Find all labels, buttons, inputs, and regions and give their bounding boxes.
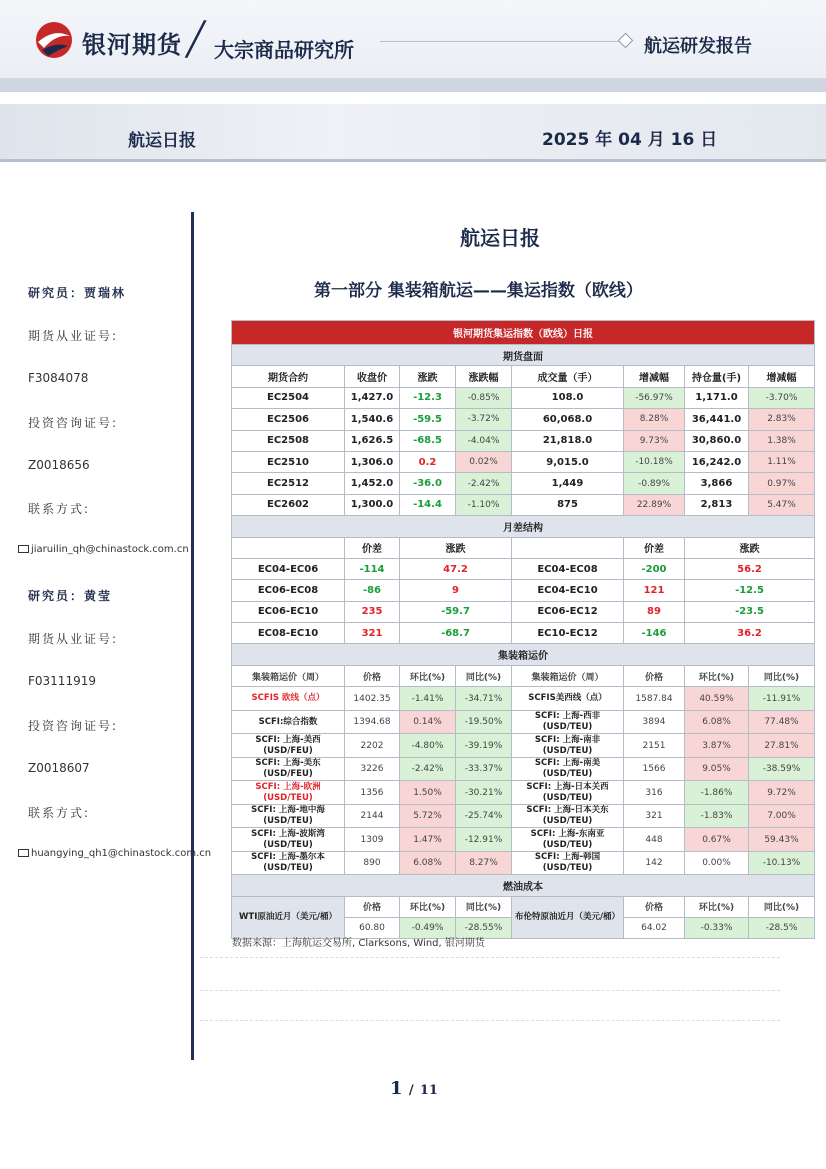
page-total: 11 bbox=[419, 1083, 438, 1098]
table-row bbox=[232, 875, 815, 896]
contact-label: 联系方式: bbox=[28, 502, 91, 516]
section-header: 燃油成本 bbox=[232, 875, 815, 896]
table-cell: 价差 bbox=[345, 537, 400, 558]
table-cell: 448 bbox=[624, 828, 685, 852]
table-cell: 1,626.5 bbox=[345, 430, 400, 451]
table-cell: 0.67% bbox=[685, 828, 749, 852]
table-cell: 价格 bbox=[624, 896, 685, 917]
table-cell: 16,242.0 bbox=[685, 451, 749, 472]
consult-number: Z0018656 bbox=[28, 458, 90, 472]
table-cell: 1,300.0 bbox=[345, 494, 400, 515]
table-cell: 0.00% bbox=[685, 851, 749, 875]
diamond-icon bbox=[618, 33, 634, 49]
table-cell: SCFI: 上海-地中海 (USD/TEU) bbox=[232, 804, 345, 828]
table-cell: 1,452.0 bbox=[345, 473, 400, 494]
table-cell: SCFI: 上海-美东 (USD/FEU) bbox=[232, 757, 345, 781]
table-cell: -28.55% bbox=[456, 918, 512, 939]
table-cell: -0.89% bbox=[624, 473, 685, 494]
table-cell bbox=[512, 537, 624, 558]
table-cell: 47.2 bbox=[400, 558, 512, 579]
page-title: 航运日报 bbox=[460, 226, 540, 250]
table-cell: 321 bbox=[345, 623, 400, 644]
table-row bbox=[232, 321, 815, 345]
table-cell: 0.2 bbox=[400, 451, 456, 472]
table-cell: -59.7 bbox=[400, 601, 512, 622]
table-cell: SCFI: 上海-墨尔本 (USD/TEU) bbox=[232, 851, 345, 875]
table-cell: 涨跌 bbox=[400, 537, 512, 558]
section-title: 第一部分 集装箱航运——集运指数（欧线） bbox=[314, 281, 643, 301]
table-cell: -56.97% bbox=[624, 387, 685, 408]
table-row bbox=[232, 537, 815, 558]
table-cell: -34.71% bbox=[456, 687, 512, 711]
table-cell: -12.5 bbox=[685, 580, 815, 601]
header-rule bbox=[380, 41, 620, 42]
table-cell: -0.49% bbox=[400, 918, 456, 939]
consult-number-2: Z0018607 bbox=[28, 761, 90, 775]
table-cell: 1402.35 bbox=[345, 687, 400, 711]
table-cell: 36.2 bbox=[685, 623, 815, 644]
table-cell: 1587.84 bbox=[624, 687, 685, 711]
table-cell: SCFIS美西线（点） bbox=[512, 687, 624, 711]
column-header: 收盘价 bbox=[345, 366, 400, 387]
table-cell: 1356 bbox=[345, 781, 400, 805]
table-cell: SCFI: 上海-东南亚 (USD/TEU) bbox=[512, 828, 624, 852]
table-cell: 21,818.0 bbox=[512, 430, 624, 451]
license-number-2: F03111919 bbox=[28, 674, 96, 688]
table-cell: 22.89% bbox=[624, 494, 685, 515]
column-header: 集装箱运价（周） bbox=[232, 665, 345, 686]
table-cell: -1.86% bbox=[685, 781, 749, 805]
column-header: 集装箱运价（周） bbox=[512, 665, 624, 686]
column-header: 涨跌 bbox=[400, 366, 456, 387]
dashed-rule bbox=[200, 990, 780, 991]
table-cell: -68.7 bbox=[400, 623, 512, 644]
column-header: 成交量（手） bbox=[512, 366, 624, 387]
table-row bbox=[232, 387, 815, 408]
table-cell: -59.5 bbox=[400, 409, 456, 430]
table-cell: SCFI: 上海-日本关西 (USD/TEU) bbox=[512, 781, 624, 805]
table-cell: -30.21% bbox=[456, 781, 512, 805]
table-row bbox=[232, 366, 815, 387]
table-cell: -28.5% bbox=[749, 918, 815, 939]
table-cell: 89 bbox=[624, 601, 685, 622]
table-cell: -2.42% bbox=[400, 757, 456, 781]
table-cell: 121 bbox=[624, 580, 685, 601]
table-cell: -1.10% bbox=[456, 494, 512, 515]
table-cell: 7.00% bbox=[749, 804, 815, 828]
table-cell: -114 bbox=[345, 558, 400, 579]
data-source: 数据来源：上海航运交易所, Clarksons, Wind, 银河期货 bbox=[232, 938, 485, 949]
table-row bbox=[232, 804, 815, 828]
table-cell: 1394.68 bbox=[345, 710, 400, 734]
table-cell: 2.83% bbox=[749, 409, 815, 430]
report-series: 航运研发报告 bbox=[644, 36, 752, 57]
table-cell: -25.74% bbox=[456, 804, 512, 828]
table-row bbox=[232, 623, 815, 644]
fuel-label: 布伦特原油近月（美元/桶） bbox=[512, 896, 624, 939]
dashed-rule bbox=[200, 1020, 780, 1021]
column-header: 涨跌幅 bbox=[456, 366, 512, 387]
section-header: 集装箱运价 bbox=[232, 644, 815, 665]
section-header: 期货盘面 bbox=[232, 345, 815, 366]
table-row bbox=[232, 409, 815, 430]
table-cell: 0.02% bbox=[456, 451, 512, 472]
table-cell: 59.43% bbox=[749, 828, 815, 852]
report-name: 航运日报 bbox=[128, 131, 196, 151]
table-cell: EC04-EC10 bbox=[512, 580, 624, 601]
license-label-2: 期货从业证号: bbox=[28, 632, 119, 646]
table-title: 银河期货集运指数（欧线）日报 bbox=[232, 321, 815, 345]
table-cell: 9.72% bbox=[749, 781, 815, 805]
table-cell: 30,860.0 bbox=[685, 430, 749, 451]
header-band bbox=[0, 0, 826, 92]
table-cell: 9.73% bbox=[624, 430, 685, 451]
table-cell: 1,306.0 bbox=[345, 451, 400, 472]
table-cell: 875 bbox=[512, 494, 624, 515]
mail-icon bbox=[18, 545, 29, 553]
institute-name: 大宗商品研究所 bbox=[214, 38, 354, 62]
table-row bbox=[232, 430, 815, 451]
table-cell: -4.04% bbox=[456, 430, 512, 451]
page-current: 1 bbox=[390, 1078, 403, 1099]
table-row bbox=[232, 734, 815, 758]
column-header: 增减幅 bbox=[749, 366, 815, 387]
table-cell: 价格 bbox=[345, 896, 400, 917]
column-header: 持仓量(手) bbox=[685, 366, 749, 387]
table-row bbox=[232, 580, 815, 601]
table-cell: 5.72% bbox=[400, 804, 456, 828]
report-bar bbox=[0, 104, 826, 162]
table-cell: -23.5 bbox=[685, 601, 815, 622]
table-cell: SCFI: 上海-南非 (USD/TEU) bbox=[512, 734, 624, 758]
consult-label: 投资咨询证号: bbox=[28, 416, 119, 430]
table-cell: 108.0 bbox=[512, 387, 624, 408]
table-cell: EC2504 bbox=[232, 387, 345, 408]
column-header: 同比(%) bbox=[456, 665, 512, 686]
table-cell: 同比(%) bbox=[456, 896, 512, 917]
table-cell: -4.80% bbox=[400, 734, 456, 758]
header-stripe bbox=[0, 78, 826, 92]
table-row bbox=[232, 665, 815, 686]
table-cell: 3,866 bbox=[685, 473, 749, 494]
table-cell: EC04-EC06 bbox=[232, 558, 345, 579]
table-cell: -0.33% bbox=[685, 918, 749, 939]
table-row bbox=[232, 781, 815, 805]
table-cell: -10.13% bbox=[749, 851, 815, 875]
table-cell: EC2508 bbox=[232, 430, 345, 451]
table-cell: 6.08% bbox=[685, 710, 749, 734]
table-row bbox=[232, 851, 815, 875]
table-row bbox=[232, 451, 815, 472]
column-header: 同比(%) bbox=[749, 665, 815, 686]
table-cell: 60,068.0 bbox=[512, 409, 624, 430]
column-header: 期货合约 bbox=[232, 366, 345, 387]
table-cell: 60.80 bbox=[345, 918, 400, 939]
table-cell: -12.3 bbox=[400, 387, 456, 408]
table-row bbox=[232, 687, 815, 711]
license-label: 期货从业证号: bbox=[28, 329, 119, 343]
table-cell: -200 bbox=[624, 558, 685, 579]
table-cell: -38.59% bbox=[749, 757, 815, 781]
table-cell: -3.72% bbox=[456, 409, 512, 430]
table-cell: EC2506 bbox=[232, 409, 345, 430]
contact-label-2: 联系方式: bbox=[28, 806, 91, 820]
table-cell: SCFI: 上海-美西 (USD/FEU) bbox=[232, 734, 345, 758]
table-cell: 1,540.6 bbox=[345, 409, 400, 430]
table-cell: -0.85% bbox=[456, 387, 512, 408]
container-index-table bbox=[231, 320, 815, 939]
table-cell: 3894 bbox=[624, 710, 685, 734]
table-cell: 235 bbox=[345, 601, 400, 622]
email-line bbox=[18, 544, 189, 555]
table-cell: -146 bbox=[624, 623, 685, 644]
table-cell: 0.14% bbox=[400, 710, 456, 734]
mail-icon bbox=[18, 849, 29, 857]
table-row bbox=[232, 345, 815, 366]
sidebar-divider bbox=[191, 212, 194, 1060]
table-cell: 9.05% bbox=[685, 757, 749, 781]
brand-name: 银河期货 bbox=[82, 31, 182, 59]
table-row bbox=[232, 558, 815, 579]
table-cell: 1,449 bbox=[512, 473, 624, 494]
report-date: 2025 年 04 月 16 日 bbox=[542, 130, 718, 150]
analyst-name: 研究员：贾瑞林 bbox=[28, 286, 127, 300]
table-cell: -12.91% bbox=[456, 828, 512, 852]
fuel-label: WTI原油近月（美元/桶） bbox=[232, 896, 345, 939]
table-cell: SCFI:综合指数 bbox=[232, 710, 345, 734]
table-cell: -33.37% bbox=[456, 757, 512, 781]
table-cell: -36.0 bbox=[400, 473, 456, 494]
table-row bbox=[232, 601, 815, 622]
table-row bbox=[232, 644, 815, 665]
table-cell: -39.19% bbox=[456, 734, 512, 758]
license-number: F3084078 bbox=[28, 371, 89, 385]
table-cell: SCFI: 上海-韩国 (USD/TEU) bbox=[512, 851, 624, 875]
table-cell: EC10-EC12 bbox=[512, 623, 624, 644]
table-cell: 8.27% bbox=[456, 851, 512, 875]
table-cell: 8.28% bbox=[624, 409, 685, 430]
table-cell: 77.48% bbox=[749, 710, 815, 734]
table-cell: EC06-EC12 bbox=[512, 601, 624, 622]
table-cell: 2,813 bbox=[685, 494, 749, 515]
table-cell: EC2602 bbox=[232, 494, 345, 515]
table-cell: EC2510 bbox=[232, 451, 345, 472]
table-cell: EC06-EC10 bbox=[232, 601, 345, 622]
table-cell: 3226 bbox=[345, 757, 400, 781]
table-cell: 36,441.0 bbox=[685, 409, 749, 430]
table-cell: 0.97% bbox=[749, 473, 815, 494]
table-cell: -68.5 bbox=[400, 430, 456, 451]
table-cell: -1.83% bbox=[685, 804, 749, 828]
table-cell: SCFI: 上海-南美 (USD/TEU) bbox=[512, 757, 624, 781]
email-line-2 bbox=[18, 848, 211, 859]
table-cell bbox=[232, 537, 345, 558]
table-cell: 5.47% bbox=[749, 494, 815, 515]
table-row bbox=[232, 516, 815, 537]
table-cell: 40.59% bbox=[685, 687, 749, 711]
table-cell: -1.41% bbox=[400, 687, 456, 711]
dashed-rule bbox=[200, 957, 780, 958]
table-cell: 27.81% bbox=[749, 734, 815, 758]
analyst-name-2: 研究员：黄莹 bbox=[28, 589, 113, 603]
table-cell: EC08-EC10 bbox=[232, 623, 345, 644]
table-cell: 316 bbox=[624, 781, 685, 805]
table-cell: 6.08% bbox=[400, 851, 456, 875]
column-header: 增减幅 bbox=[624, 366, 685, 387]
table-cell: 1309 bbox=[345, 828, 400, 852]
table-cell: -19.50% bbox=[456, 710, 512, 734]
table-cell: SCFI: 上海-欧洲 (USD/TEU) bbox=[232, 781, 345, 805]
table-cell: 890 bbox=[345, 851, 400, 875]
table-cell: 环比(%) bbox=[400, 896, 456, 917]
table-cell: 321 bbox=[624, 804, 685, 828]
table-cell: SCFI: 上海-西非 (USD/TEU) bbox=[512, 710, 624, 734]
table-row bbox=[232, 710, 815, 734]
column-header: 环比(%) bbox=[685, 665, 749, 686]
table-cell: 9 bbox=[400, 580, 512, 601]
table-cell: 1.11% bbox=[749, 451, 815, 472]
table-row bbox=[232, 757, 815, 781]
table-cell: 1.47% bbox=[400, 828, 456, 852]
table-cell: 价差 bbox=[624, 537, 685, 558]
table-cell: SCFI: 上海-日本关东 (USD/TEU) bbox=[512, 804, 624, 828]
table-cell: 1.50% bbox=[400, 781, 456, 805]
table-row bbox=[232, 494, 815, 515]
table-row bbox=[232, 896, 815, 917]
table-cell: EC04-EC08 bbox=[512, 558, 624, 579]
table-cell: 同比(%) bbox=[749, 896, 815, 917]
table-cell: 环比(%) bbox=[685, 896, 749, 917]
page-number bbox=[390, 1078, 438, 1099]
table-cell: 1,427.0 bbox=[345, 387, 400, 408]
table-cell: -11.91% bbox=[749, 687, 815, 711]
table-cell: 1.38% bbox=[749, 430, 815, 451]
table-cell: 1566 bbox=[624, 757, 685, 781]
table-row bbox=[232, 473, 815, 494]
page-sep: / bbox=[408, 1083, 414, 1098]
consult-label-2: 投资咨询证号: bbox=[28, 719, 119, 733]
table-cell: 142 bbox=[624, 851, 685, 875]
table-cell: -2.42% bbox=[456, 473, 512, 494]
table-cell: 2144 bbox=[345, 804, 400, 828]
table-cell: 2151 bbox=[624, 734, 685, 758]
table-cell: SCFI: 上海-波斯湾 (USD/TEU) bbox=[232, 828, 345, 852]
table-cell: -86 bbox=[345, 580, 400, 601]
section-header: 月差结构 bbox=[232, 516, 815, 537]
table-cell: -10.18% bbox=[624, 451, 685, 472]
galaxy-logo-icon bbox=[34, 20, 74, 60]
table-cell: 9,015.0 bbox=[512, 451, 624, 472]
table-cell: 64.02 bbox=[624, 918, 685, 939]
table-cell: 2202 bbox=[345, 734, 400, 758]
table-cell: EC2512 bbox=[232, 473, 345, 494]
table-cell: -3.70% bbox=[749, 387, 815, 408]
table-cell: EC06-EC08 bbox=[232, 580, 345, 601]
column-header: 价格 bbox=[624, 665, 685, 686]
column-header: 价格 bbox=[345, 665, 400, 686]
header-divider: ╱ bbox=[186, 20, 206, 58]
table-cell: 3.87% bbox=[685, 734, 749, 758]
table-cell: -14.4 bbox=[400, 494, 456, 515]
email-link[interactable]: jiaruilin_qh@chinastock.com.cn bbox=[31, 544, 189, 555]
table-row bbox=[232, 828, 815, 852]
table-cell: 1,171.0 bbox=[685, 387, 749, 408]
table-cell: 涨跌 bbox=[685, 537, 815, 558]
email-link-2[interactable]: huangying_qh1@chinastock.com.cn bbox=[31, 848, 212, 859]
table-cell: 56.2 bbox=[685, 558, 815, 579]
column-header: 环比(%) bbox=[400, 665, 456, 686]
table-cell: SCFIS 欧线（点） bbox=[232, 687, 345, 711]
